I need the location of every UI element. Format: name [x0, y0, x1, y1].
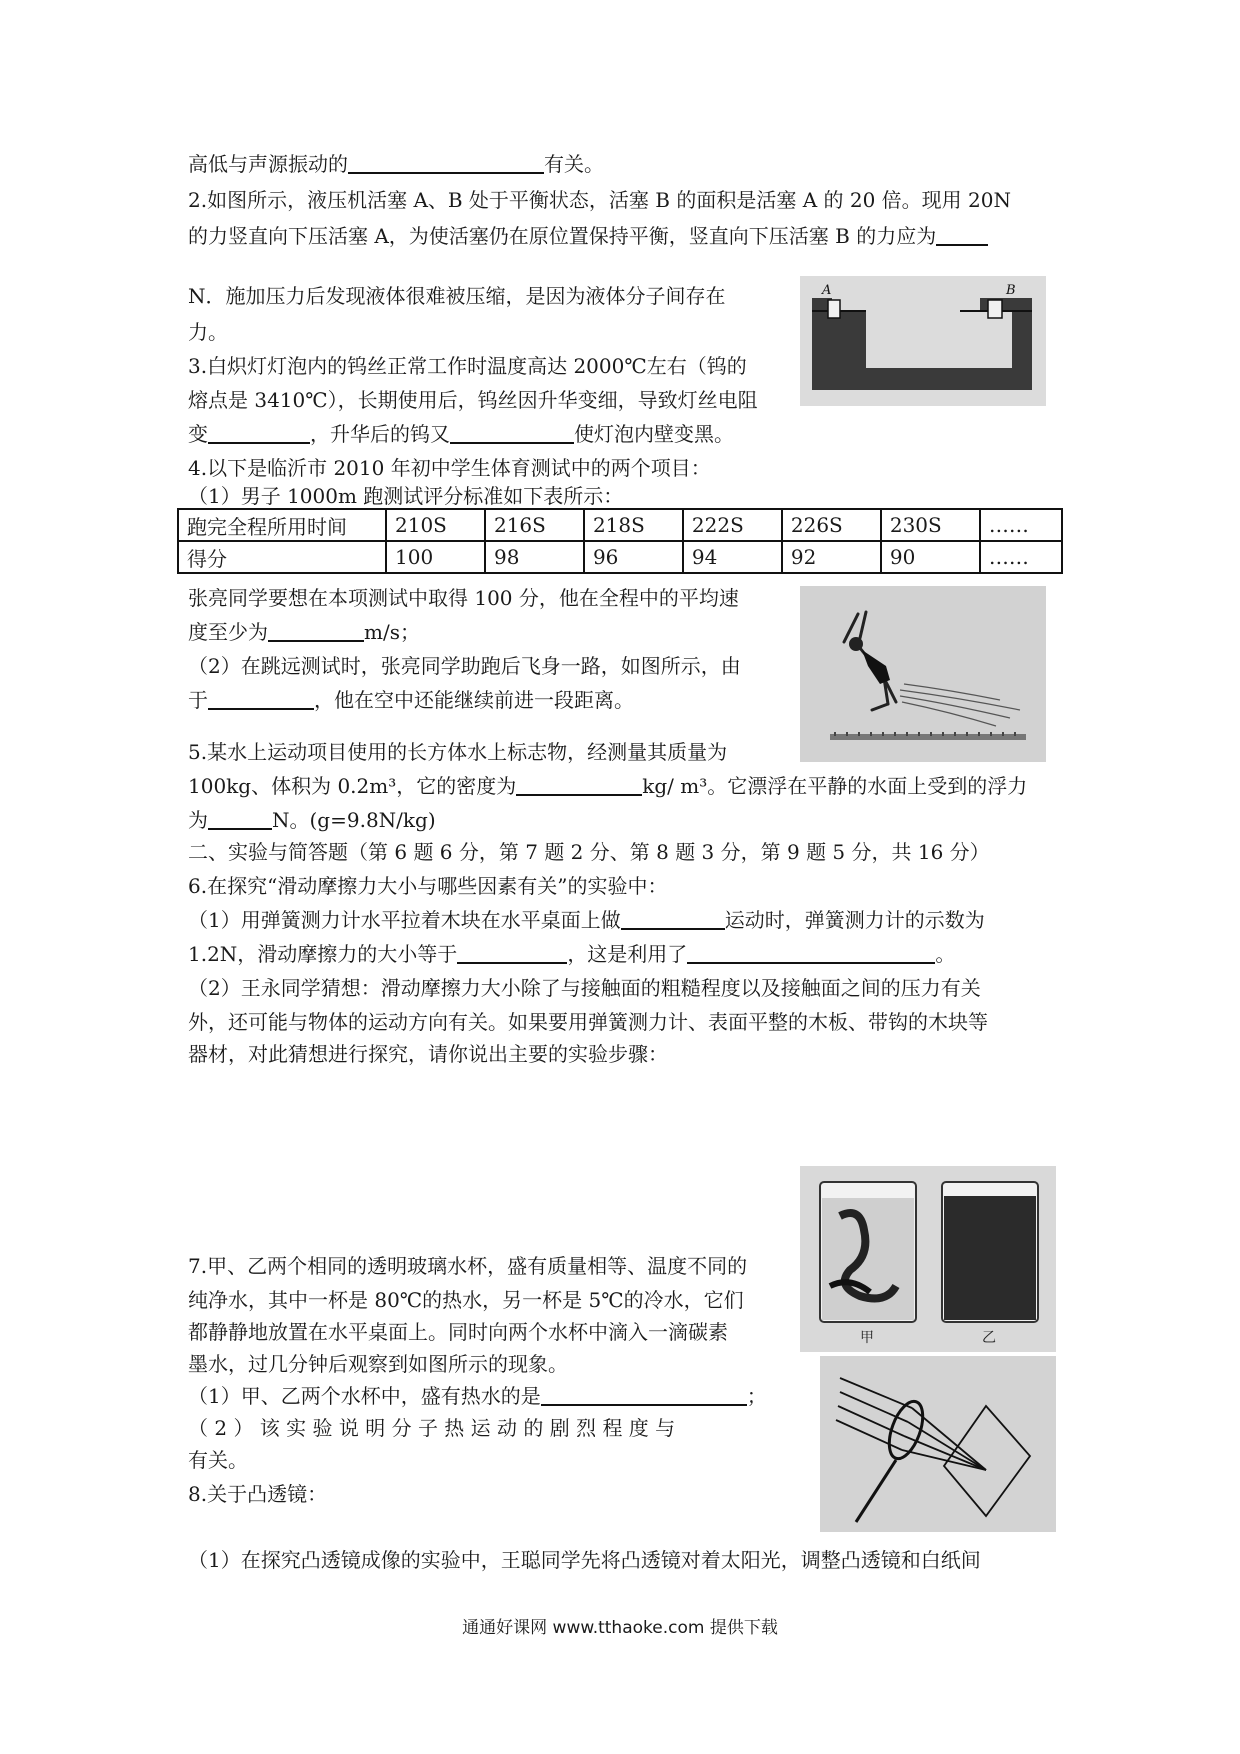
cup-a-label: 甲: [860, 1330, 874, 1346]
convex-lens-figure: [820, 1356, 1056, 1532]
page-footer: 通通好课网 www.tthaoke.com 提供下载: [462, 1618, 778, 1638]
q5-line-1: 5.某水上运动项目使用的长方体水上标志物，经测量其质量为: [188, 740, 728, 764]
q7-line-1: 7.甲、乙两个相同的透明玻璃水杯，盛有质量相等、温度不同的: [188, 1254, 748, 1278]
q4-line-3: 张亮同学要想在本项测试中取得 100 分，他在全程中的平均速: [188, 586, 739, 610]
section-heading: 二、实验与简答题（第 6 题 6 分，第 7 题 2 分、第 8 题 3 分，第 9 题 5 分，共 16 分）: [188, 840, 990, 864]
table-row: 得分 100 98 96 94 92 90 ……: [178, 541, 1062, 573]
q3-line-1: 3.白炽灯灯泡内的钨丝正常工作时温度高达 2000℃左右（钨的: [188, 354, 747, 378]
answer-blank[interactable]: [936, 222, 988, 246]
q4-line-4: 度至少为 m/s；: [188, 620, 420, 644]
answer-blank[interactable]: [208, 806, 272, 830]
answer-blank[interactable]: [450, 420, 574, 444]
q4-line-5: （2）在跳远测试时，张亮同学助跑后飞身一路，如图所示，由: [188, 654, 741, 678]
q1-line: 高低与声源振动的 有关。: [188, 152, 604, 176]
q5-line-2: 100kg、体积为 0.2m³，它的密度为 kg/ m³。它漂浮在平静的水面上受到的浮力: [188, 774, 1028, 798]
q2-line-3: N．施加压力后发现液体很难被压缩，是因为液体分子间存在: [188, 284, 726, 308]
q2-line-2: 的力竖直向下压活塞 A，为使活塞仍在原位置保持平衡，竖直向下压活塞 B 的力应为: [188, 222, 988, 250]
answer-blank[interactable]: [687, 940, 935, 964]
piston-a-label: A: [822, 283, 832, 298]
q7-line-4: 墨水，过几分钟后观察到如图所示的现象。: [188, 1352, 568, 1376]
cup-b-label: 乙: [982, 1330, 996, 1346]
q8-line-1: 8.关于凸透镜：: [188, 1482, 328, 1506]
table-row: 跑完全程所用时间 210S 216S 218S 222S 226S 230S ……: [178, 509, 1062, 541]
q8-line-2: （1）在探究凸透镜成像的实验中，王聪同学先将凸透镜对着太阳光，调整凸透镜和白纸间: [188, 1548, 981, 1572]
q7-line-2: 纯净水，其中一杯是 80℃的热水，另一杯是 5℃的冷水，它们: [188, 1288, 744, 1312]
piston-b-label: B: [1006, 283, 1016, 298]
q6-line-1: 6.在探究“滑动摩擦力大小与哪些因素有关”的实验中：: [188, 874, 668, 898]
answer-blank[interactable]: [541, 1382, 747, 1406]
q6-line-6: 器材，对此猜想进行探究，请你说出主要的实验步骤：: [188, 1042, 668, 1066]
answer-blank[interactable]: [516, 772, 642, 796]
q7-line-6: （ 2 ） 该 实 验 说 明 分 子 热 运 动 的 剧 烈 程 度 与: [188, 1416, 676, 1440]
q7-line-5: （1）甲、乙两个水杯中，盛有热水的是 ；: [188, 1384, 767, 1408]
ink-cups-figure: [800, 1166, 1056, 1352]
scoring-table: [177, 508, 1063, 574]
answer-blank[interactable]: [621, 906, 725, 930]
q4-line-2: （1）男子 1000m 跑测试评分标准如下表所示：: [188, 484, 624, 508]
answer-blank[interactable]: [208, 686, 314, 710]
hydraulic-press-figure: [800, 276, 1046, 406]
answer-blank[interactable]: [348, 150, 544, 174]
long-jump-figure: [800, 586, 1046, 762]
two-cups-drawing: [800, 1166, 1056, 1352]
answer-blank[interactable]: [457, 940, 567, 964]
q6-line-2: （1）用弹簧测力计水平拉着木块在水平桌面上做 运动时，弹簧测力计的示数为: [188, 908, 985, 932]
answer-blank[interactable]: [268, 618, 364, 642]
q4-line-1: 4.以下是临沂市 2010 年初中学生体育测试中的两个项目：: [188, 456, 711, 480]
q6-line-4: （2）王永同学猜想：滑动摩擦力大小除了与接触面的粗糙程度以及接触面之间的压力有关: [188, 976, 981, 1000]
jumper-drawing: [800, 586, 1046, 762]
q2-line-4: 力。: [188, 320, 228, 344]
q7-line-3: 都静静地放置在水平桌面上。同时向两个水杯中滴入一滴碳素: [188, 1320, 728, 1344]
lens-and-paper-drawing: [820, 1356, 1056, 1532]
q6-line-3: 1.2N，滑动摩擦力的大小等于 ，这是利用了 。: [188, 942, 956, 966]
q4-line-6: 于 ，他在空中还能继续前进一段距离。: [188, 688, 634, 712]
q7-line-7: 有关。: [188, 1448, 248, 1472]
u-tube-diagram: [800, 276, 1046, 406]
q5-line-3: 为 N。(g=9.8N/kg): [188, 808, 436, 832]
q3-line-2: 熔点是 3410℃），长期使用后，钨丝因升华变细，导致灯丝电阻: [188, 388, 758, 412]
q6-line-5: 外，还可能与物体的运动方向有关。如果要用弹簧测力计、表面平整的木板、带钩的木块等: [188, 1010, 988, 1034]
q2-line-1: 2.如图所示，液压机活塞 A、B 处于平衡状态，活塞 B 的面积是活塞 A 的 20 倍。现用 20N: [188, 188, 1011, 212]
q3-line-3: 变 ，升华后的钨又 使灯泡内壁变黑。: [188, 422, 734, 446]
answer-blank[interactable]: [208, 420, 310, 444]
